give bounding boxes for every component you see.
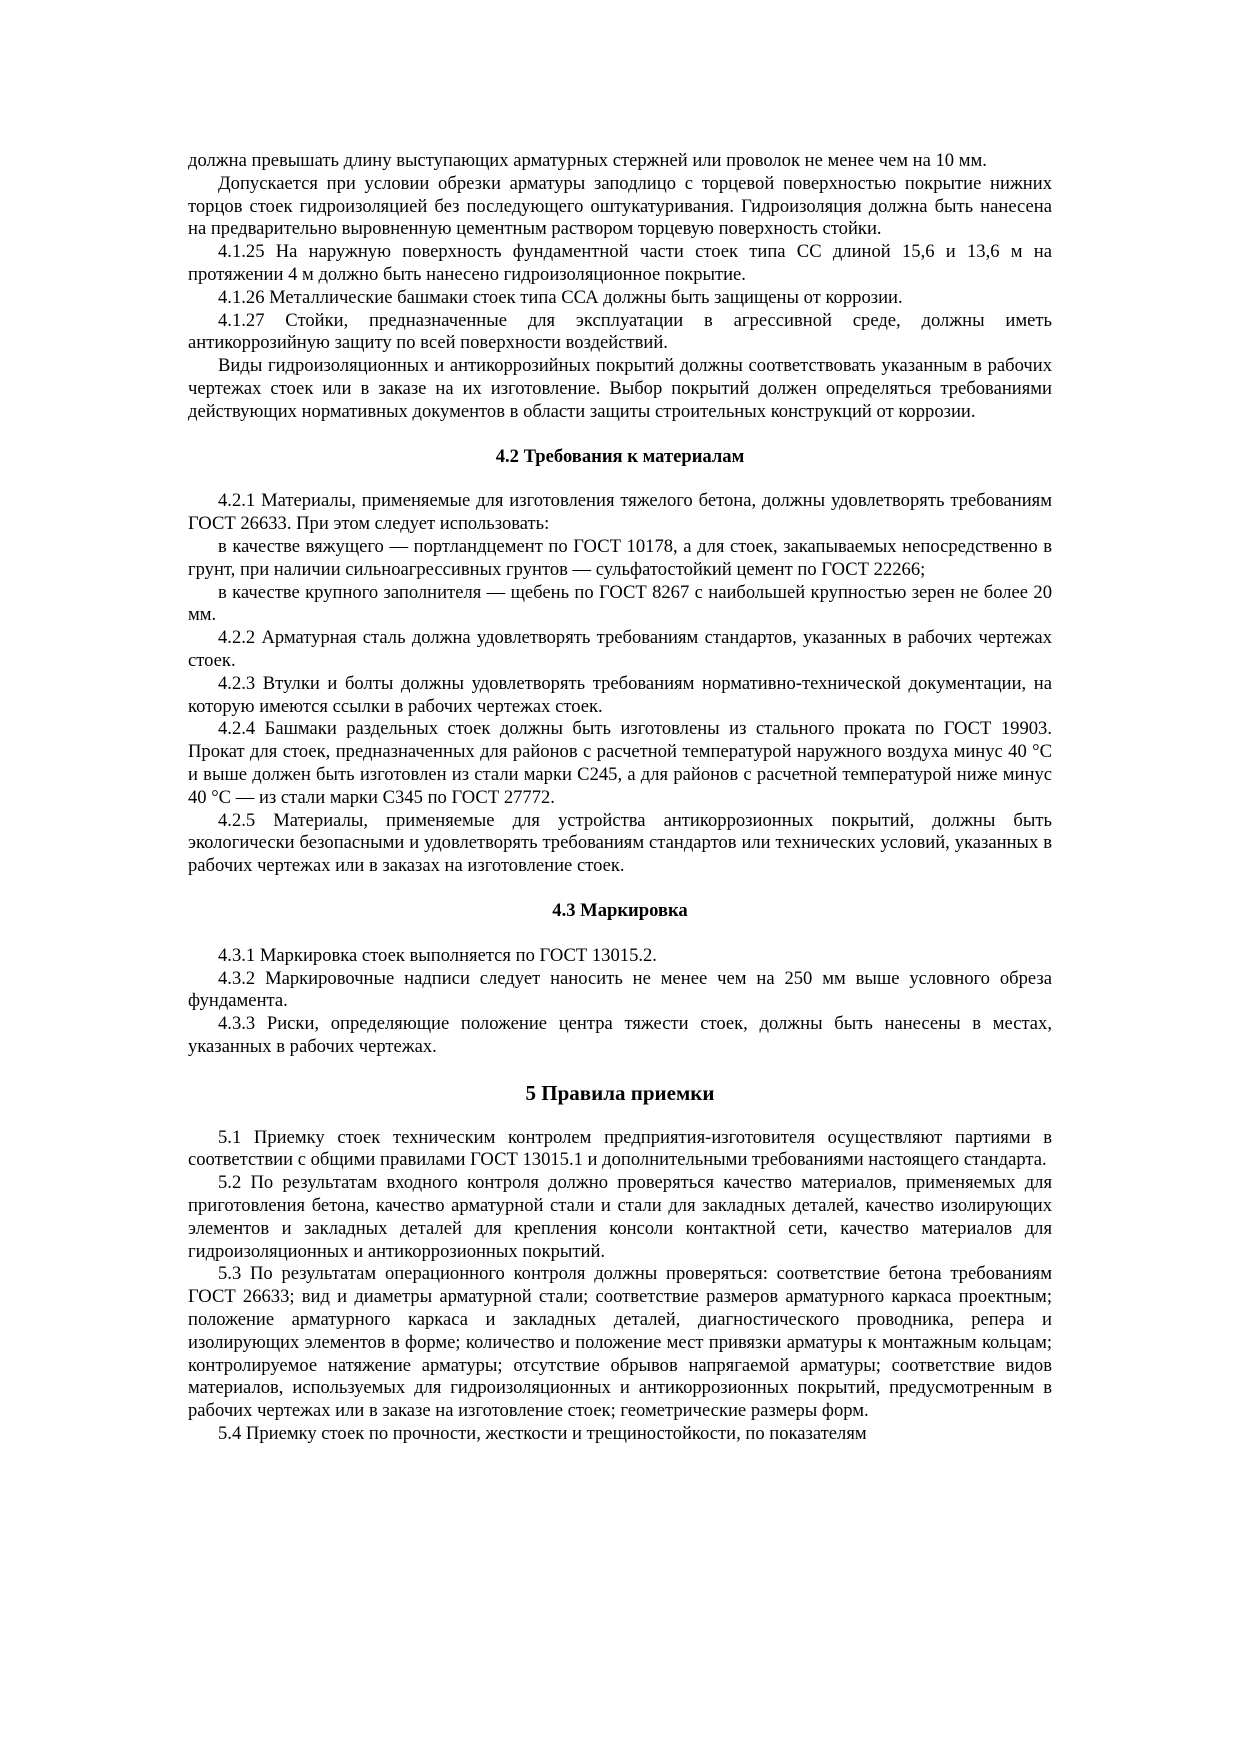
paragraph-4-2-1: 4.2.1 Материалы, применяемые для изготовления тяжелого бетона, должны удовлетворять требованиям ГОСТ 26633. При этом следует использовать:: [188, 490, 1052, 535]
section-heading-4-2: 4.2 Требования к материалам: [495, 445, 745, 467]
paragraph: в качестве крупного заполнителя — щебень по ГОСТ 8267 с наибольшей крупностью зерен не более 20 мм.: [188, 581, 1052, 626]
paragraph-4-3-1: 4.3.1 Маркировка стоек выполняется по ГОСТ 13015.2.: [218, 944, 657, 966]
paragraph-4-2-2: 4.2.2 Арматурная сталь должна удовлетворять требованиям стандартов, указанных в рабочих чертежах стоек.: [188, 627, 1052, 671]
section-heading-4-3: 4.3 Маркировка: [552, 899, 688, 921]
paragraph-4-1-27: 4.1.27 Стойки, предназначенные для эксплуатации в агрессивной среде, должны иметь антикоррозийную защиту по всей поверхности воздействий.: [188, 309, 1052, 354]
paragraph: Виды гидроизоляционных и антикоррозийных покрытий должны соответствовать указанным в рабочих чертежах стоек или в заказе на их изготовление. Выбор покрытий должен определяться требованиями действующих нормативных документов в области защиты строительных конструкций от коррозии.: [188, 355, 1052, 422]
paragraph-5-3: 5.3 По результатам операционного контроля должны проверяться: соответствие бетона требованиям ГОСТ 26633; вид и диаметры арматурной стали; соответствие размеров арматурного каркаса проектным; положение арматурного каркаса и закладных деталей, диагностического проводника, репера и изолирующих элементов в форме; количество и положение мест привязки арматуры к монтажным кольцам; контролируемое натяжение арматуры; отсутствие обрывов напрягаемой арматуры; соответствие видов материалов, используемых для гидроизоляционных и антикоррозионных покрытий, предусмотренным в рабочих чертежах или в заказе на изготовление стоек; геометрические размеры форм.: [188, 1263, 1052, 1422]
paragraph-4-2-5: 4.2.5 Материалы, применяемые для устройства антикоррозионных покрытий, должны быть экологически безопасными и удовлетворять требованиям стандартов или технических условий, указанных в рабочих чертежах или в заказах на изготовление стоек.: [188, 809, 1052, 877]
section-heading-5: 5 Правила приемки: [525, 1080, 715, 1105]
paragraph-4-1-26: 4.1.26 Металлические башмаки стоек типа ССА должны быть защищены от коррозии.: [218, 286, 903, 308]
paragraph-5-4: 5.4 Приемку стоек по прочности, жесткости и трещиностойкости, по показателям: [218, 1423, 867, 1445]
paragraph-5-1: 5.1 Приемку стоек техническим контролем предприятия-изготовителя осуществляют партиями в соответствии с общими правилами ГОСТ 13015.1 и дополнительными требованиями настоящего стандарта.: [188, 1126, 1052, 1171]
paragraph: в качестве вяжущего — портландцемент по ГОСТ 10178, а для стоек, закапываемых непосредственно в грунт, при наличии сильноагрессивных грунтов — сульфатостойкий цемент по ГОСТ 22266;: [188, 535, 1052, 580]
paragraph-4-3-3: 4.3.3 Риски, определяющие положение центра тяжести стоек, должны быть нанесены в местах, указанных в рабочих чертежах.: [188, 1013, 1052, 1057]
paragraph-4-1-25: 4.1.25 На наружную поверхность фундаментной части стоек типа СС длиной 15,6 и 13,6 м на протяжении 4 м должно быть нанесено гидроизоляционное покрытие.: [188, 241, 1052, 285]
paragraph-4-3-2: 4.3.2 Маркировочные надписи следует наносить не менее чем на 250 мм выше условного обреза фундамента.: [188, 967, 1052, 1012]
paragraph-continuation: должна превышать длину выступающих арматурных стержней или проволок не менее чем на 10 мм.: [188, 150, 987, 171]
paragraph: Допускается при условии обрезки арматуры заподлицо с торцевой поверхностью покрытие нижних торцов стоек гидроизоляцией без последующего оштукатуривания. Гидроизоляция должна быть нанесена на предварительно выровненную цементным раствором торцевую поверхность стойки.: [188, 172, 1052, 240]
paragraph-4-2-3: 4.2.3 Втулки и болты должны удовлетворять требованиям нормативно-технической документации, на которую имеются ссылки в рабочих чертежах стоек.: [188, 672, 1052, 717]
document-body: [188, 150, 1052, 1446]
paragraph-5-2: 5.2 По результатам входного контроля должно проверяться качество материалов, применяемых для приготовления бетона, качество арматурной стали и стали для закладных деталей, качество изолирующих элементов и закладных деталей для крепления консоли контактной сети, качество материалов для гидроизоляционных и антикоррозионных покрытий.: [188, 1172, 1052, 1262]
paragraph-4-2-4: 4.2.4 Башмаки раздельных стоек должны быть изготовлены из стального проката по ГОСТ 19903. Прокат для стоек, предназначенных для районов с расчетной температурой наружного воздуха минус 40 °С и выше должен быть изготовлен из стали марки С245, а для районов с расчетной температурой ниже минус 40 °С — из стали марки С345 по ГОСТ 27772.: [188, 718, 1052, 808]
